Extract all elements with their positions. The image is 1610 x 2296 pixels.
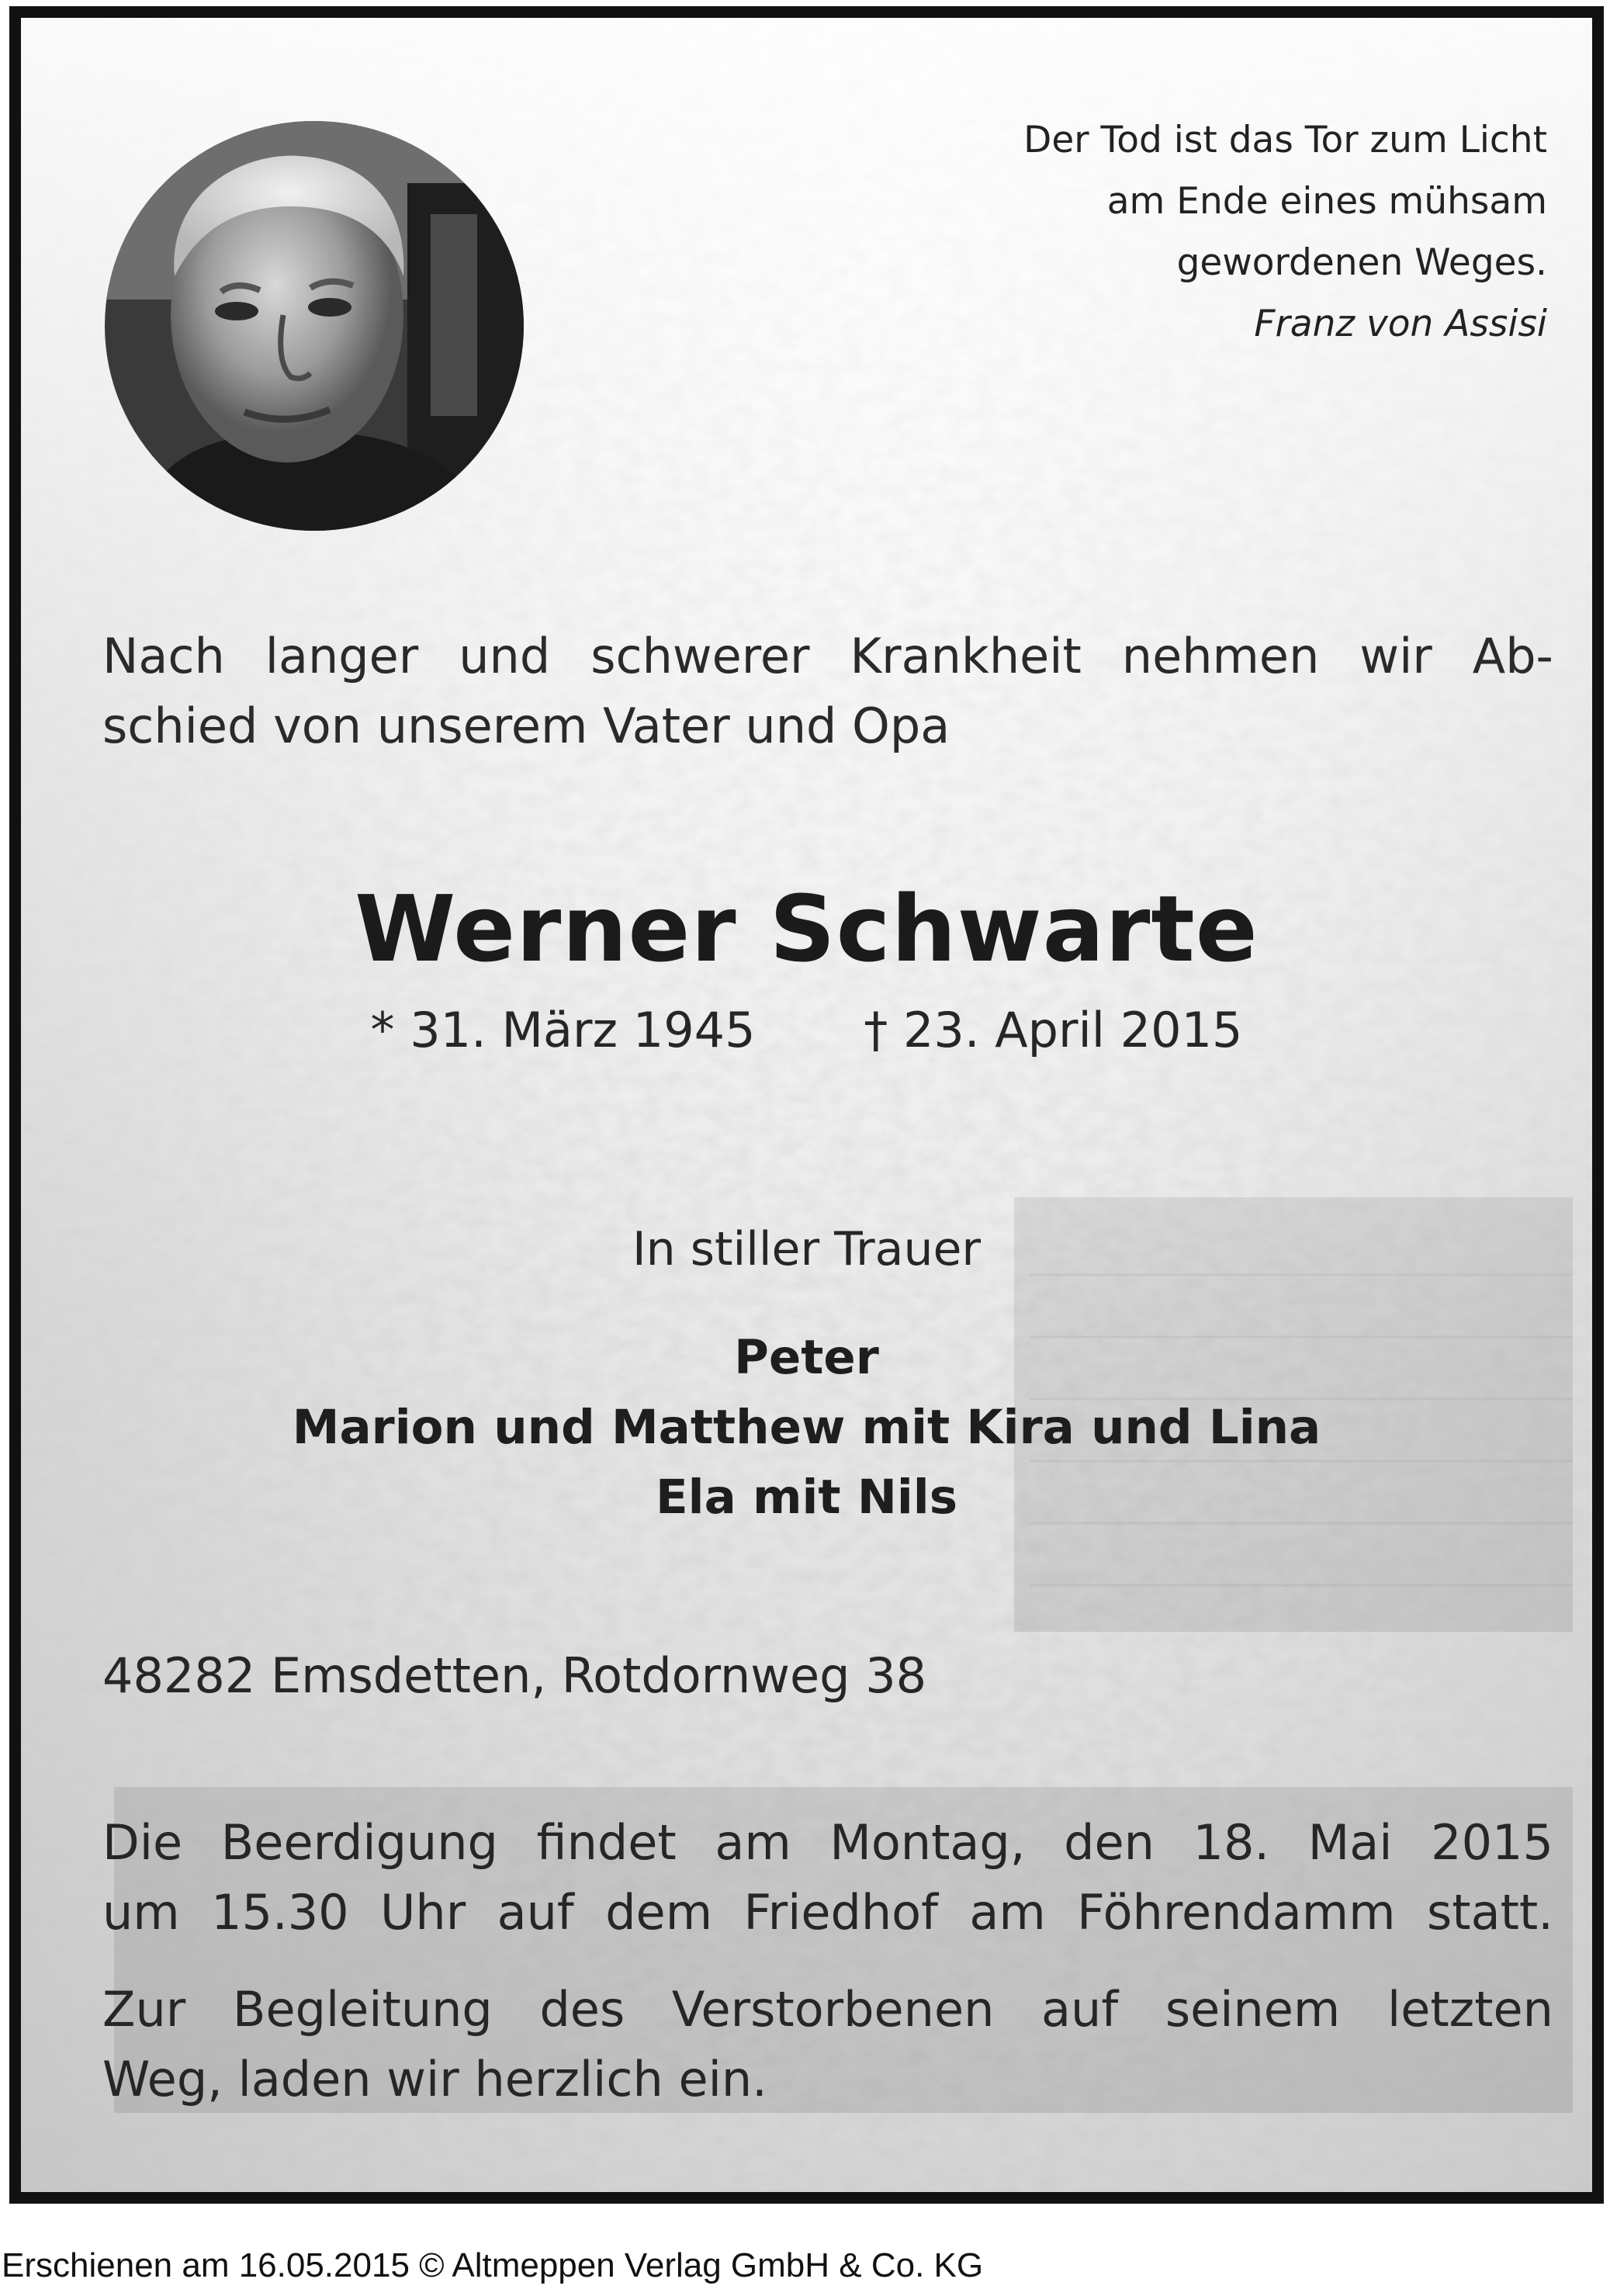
word: und (459, 628, 551, 684)
family-member: Ela mit Nils (655, 1470, 958, 1525)
word: des (539, 1981, 625, 2038)
word: Beerdigung (220, 1814, 498, 1871)
word: seinem (1165, 1981, 1341, 2038)
word: 15.30 (211, 1884, 349, 1941)
portrait-photo (105, 121, 524, 531)
word: auf (497, 1884, 574, 1941)
word: auf (1041, 1981, 1119, 2038)
word: findet (536, 1814, 677, 1871)
quote-line: gewordenen Weges. (1176, 241, 1547, 284)
word: Montag, (829, 1814, 1026, 1871)
intro-line-1 (102, 622, 1553, 691)
word: langer (265, 628, 419, 684)
word: Uhr (380, 1884, 466, 1941)
word: Krankheit (850, 628, 1082, 684)
word: 2015 (1431, 1814, 1553, 1871)
death-date: † 23. April 2015 (864, 1002, 1243, 1058)
birth-date: * 31. März 1945 (370, 1002, 756, 1058)
word: Ab- (1472, 628, 1553, 684)
deceased-name: Werner Schwarte (355, 875, 1259, 982)
funeral-line-1 (102, 1808, 1553, 1878)
quote-line: am Ende eines mühsam (1106, 180, 1547, 223)
family-member: Marion und Matthew mit Kira und Lina (292, 1400, 1321, 1455)
publication-footer: Erschienen am 16.05.2015 © Altmeppen Verlag GmbH & Co. KG (2, 2246, 984, 2284)
mourning-line: In stiller Trauer (632, 1222, 982, 1276)
word: 18. (1193, 1814, 1270, 1871)
word: schwerer (590, 628, 810, 684)
word: am (969, 1884, 1046, 1941)
life-dates (21, 1002, 1592, 1058)
word: den (1064, 1814, 1155, 1871)
address: 48282 Emsdetten, Rotdornweg 38 (102, 1647, 927, 1704)
quote-line: Der Tod ist das Tor zum Licht (1023, 119, 1547, 161)
word: Verstorbenen (671, 1981, 995, 2038)
word: am (715, 1814, 791, 1871)
intro-text (102, 622, 1553, 761)
intro-line-2: schied von unserem Vater und Opa (102, 698, 950, 754)
quote (849, 109, 1547, 355)
word: Die (102, 1814, 183, 1871)
word: Zur (102, 1981, 186, 2038)
word: wir (1359, 628, 1432, 684)
invitation-line-2: Weg, laden wir herzlich ein. (102, 2051, 767, 2107)
invitation-line-1 (102, 1975, 1553, 2045)
word: um (102, 1884, 180, 1941)
word: Föhrendamm (1077, 1884, 1396, 1941)
word: Friedhof (743, 1884, 938, 1941)
quote-author: Franz von Assisi (1254, 303, 1547, 345)
family-list (21, 1323, 1592, 1532)
word: Nach (102, 628, 225, 684)
family-member: Peter (734, 1330, 879, 1385)
word: dem (605, 1884, 713, 1941)
invitation-text (102, 1975, 1553, 2114)
portrait-image (105, 121, 524, 531)
word: nehmen (1121, 628, 1320, 684)
obituary-notice (9, 6, 1604, 2204)
word: Mai (1307, 1814, 1393, 1871)
word: statt. (1426, 1884, 1553, 1941)
funeral-info (102, 1808, 1553, 1948)
word: letzten (1387, 1981, 1553, 2038)
word: Begleitung (232, 1981, 493, 2038)
funeral-line-2 (102, 1878, 1553, 1948)
